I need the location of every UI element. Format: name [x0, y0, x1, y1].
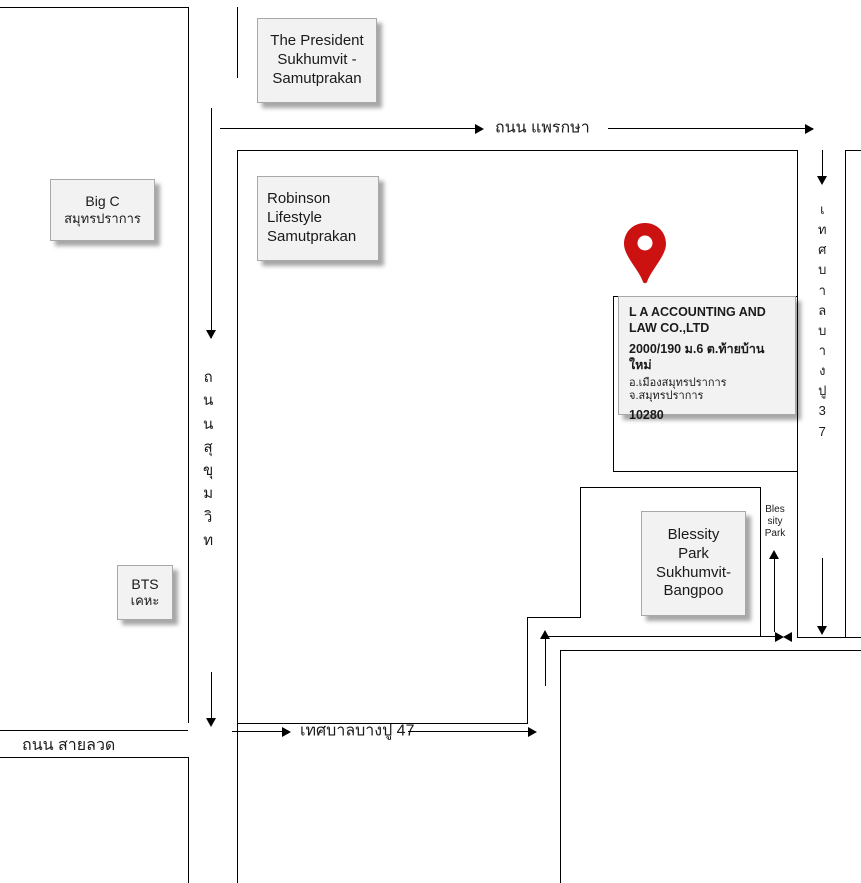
road-label-bangpu-37-char: ล	[818, 302, 827, 318]
arrow-bottom-west-head	[783, 632, 792, 642]
road-label-bangpu-37-char: ง	[819, 363, 826, 379]
road-label-sukhumvit-char: ท	[203, 531, 214, 549]
road-label-sukhumvit-char: สุ	[203, 438, 213, 456]
place-label-line: Lifestyle	[267, 209, 323, 227]
arrow-sukhumvit-upper-head	[206, 330, 216, 339]
road-edge-block-southeast-v	[527, 617, 528, 724]
place-label-line: Samutprakan	[272, 69, 362, 87]
arrow-sukhumvit-lower-line	[211, 672, 212, 722]
road-label-sukhumvit-char: น	[203, 392, 214, 410]
callout-company-name: L A ACCOUNTING AND LAW CO.,LTD	[629, 305, 766, 335]
road-edge-sukhumvit-east-top	[237, 7, 238, 78]
arrow-phraeksa-east-head	[805, 124, 814, 134]
place-label-line: Blessity	[667, 526, 720, 543]
arrow-bottom-riser-line	[545, 636, 546, 686]
road-edge-far-east-h	[797, 637, 861, 638]
road-label-bangpu-37-char: 3	[818, 403, 826, 419]
place-label-blessity-park[interactable]	[641, 511, 746, 616]
label-blessity-line: sity	[767, 516, 783, 527]
road-edge-inner-v	[580, 487, 581, 618]
road-label-sukhumvit-char: ขุ	[203, 462, 214, 479]
place-label-line: Sukhumvit -	[277, 51, 357, 69]
place-label-line: เคหะ	[130, 593, 160, 609]
road-edge-phraeksa-south	[237, 150, 798, 151]
road-edge-sukhumvit-west	[188, 7, 189, 723]
road-label-sukhumvit	[203, 366, 213, 552]
arrow-east-lower-head	[817, 626, 827, 635]
place-label-line: สมุทรปราการ	[64, 210, 141, 226]
road-edge-soi-office-west	[613, 296, 614, 471]
arrow-bangpu47-west-line	[232, 731, 282, 732]
road-label-sukhumvit-char: วิ	[203, 508, 213, 526]
arrow-blessity-head	[769, 550, 779, 559]
road-label-sailuat: ถนน สายลวด	[22, 737, 116, 754]
place-label-bts[interactable]	[117, 565, 173, 620]
arrow-east-upper-head	[817, 176, 827, 185]
place-label-line: Park	[678, 544, 709, 562]
place-label-line: Robinson	[267, 190, 331, 208]
label-blessity-line: Park	[764, 528, 786, 539]
place-label-line: Samutprakan	[267, 227, 357, 245]
place-label-line: The President	[270, 32, 364, 50]
arrow-blessity-line	[774, 556, 775, 632]
road-label-sukhumvit-char: น	[203, 415, 214, 433]
road-label-sukhumvit-char: ม	[203, 485, 214, 503]
road-edge-block-east	[797, 150, 798, 637]
road-label-bangpu-37	[818, 200, 827, 442]
arrow-phraeksa-east-line	[608, 128, 813, 129]
road-label-bangpu-37-char: เ	[820, 202, 825, 217]
place-label-the-president[interactable]	[257, 18, 377, 103]
road-label-bangpu-37-char: ศ	[818, 242, 827, 258]
arrow-bangpu47-east-head	[528, 727, 537, 737]
label-blessity-park-small	[757, 504, 793, 540]
callout-office-info[interactable]	[618, 296, 796, 422]
place-label-line: Bangpoo	[663, 582, 724, 600]
arrow-bangpu47-west-head	[282, 727, 291, 737]
place-label-line: Big C	[85, 193, 120, 210]
arrow-bottom-east-line	[545, 636, 780, 637]
road-label-bangpu-37-char: า	[818, 282, 826, 298]
arrow-phraeksa-west-line	[220, 128, 475, 129]
callout-postcode: 10280	[629, 408, 664, 422]
road-edge-top-left	[0, 7, 188, 8]
road-label-bangpu-37-char: 7	[818, 423, 826, 439]
road-edge-outer-south-v	[560, 650, 561, 883]
road-label-phraeksa: ถนน แพรกษา	[495, 119, 590, 137]
place-label-robinson[interactable]	[257, 176, 379, 261]
road-edge-far-east-top	[845, 150, 861, 151]
road-label-bangpu-37-char: บ	[818, 262, 827, 278]
arrow-phraeksa-west-head	[475, 124, 484, 134]
arrow-bottom-riser-head	[540, 630, 550, 639]
road-label-bangpu-37-char: า	[818, 342, 826, 358]
road-edge-sailuat-north	[0, 730, 188, 731]
road-edge-outer-south	[560, 650, 861, 651]
road-edge-sukhumvit-east	[237, 150, 238, 883]
road-edge-block-southeast-h	[527, 617, 580, 618]
road-edge-soi-office-south	[613, 471, 798, 472]
road-edge-inner-h	[580, 487, 760, 488]
label-blessity-line: Bles	[765, 504, 785, 515]
road-label-bangpu-37-char: บ	[818, 322, 827, 338]
arrow-sukhumvit-lower-head	[206, 718, 216, 727]
road-label-sukhumvit-char: ถ	[203, 369, 213, 386]
arrow-sukhumvit-upper-line	[211, 108, 212, 338]
callout-address-line2: อ.เมืองสมุทรปราการ จ.สมุทรปราการ	[629, 376, 727, 403]
place-label-big-c[interactable]	[50, 179, 155, 241]
road-label-bangpu-47: เทศบาลบางปู 47	[300, 722, 415, 740]
callout-address-line1: 2000/190 ม.6 ต.ท้ายบ้านใหม่	[629, 342, 765, 372]
arrow-east-lower-line	[822, 558, 823, 630]
road-edge-far-east-v	[845, 150, 846, 637]
road-label-bangpu-37-char: ท	[818, 222, 827, 238]
arrow-bangpu47-east-line	[408, 731, 533, 732]
place-label-line: BTS	[131, 575, 159, 592]
place-label-line: Sukhumvit-	[655, 563, 732, 581]
road-edge-sukhumvit-west-lower	[188, 757, 189, 883]
road-label-bangpu-37-char: ปู	[818, 383, 827, 399]
map-pin-icon[interactable]	[622, 222, 668, 289]
